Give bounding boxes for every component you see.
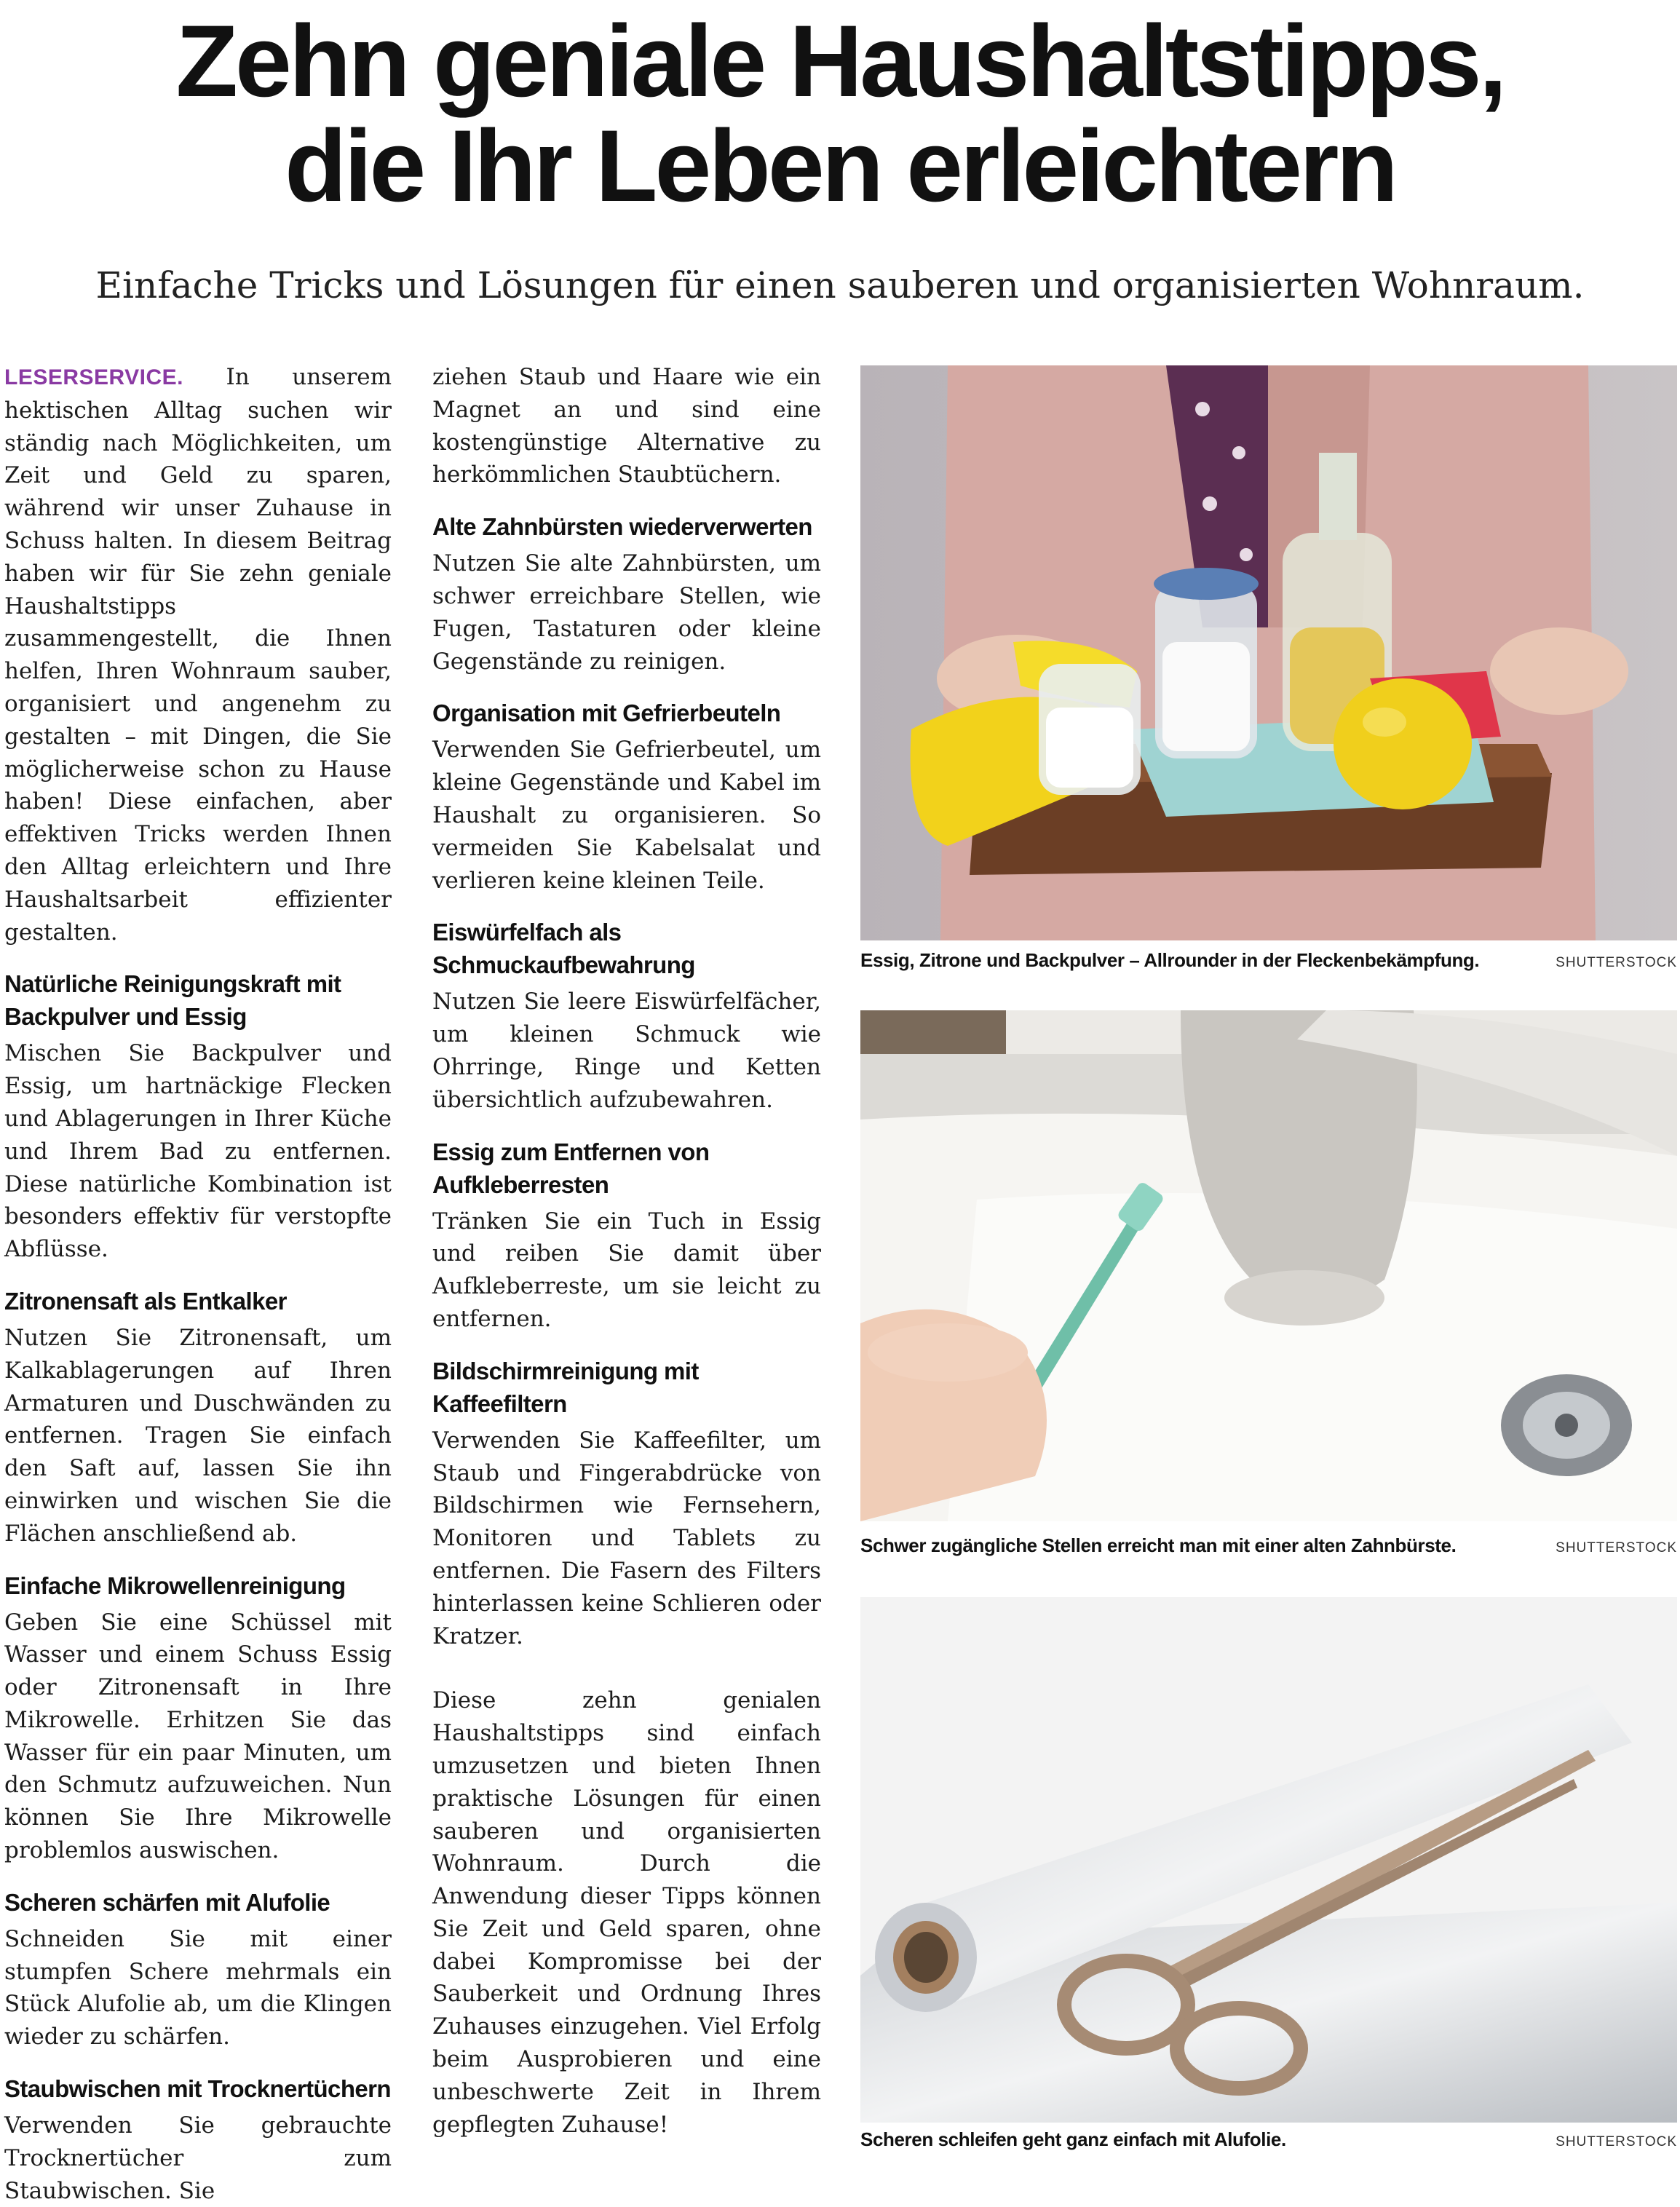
photo-3-caption-row: [860, 2128, 1677, 2151]
photo-2-caption: Schwer zugängliche Stellen erreicht man mit einer alten Zahnbürste.: [860, 1534, 1457, 1556]
headline: [0, 4, 1680, 223]
intro-paragraph: [4, 361, 392, 948]
tip-4-title: Scheren schärfen mit Alufolie: [4, 1888, 330, 1916]
intro-text: In unserem hektischen Alltag suchen wir ständig nach Möglichkeiten, um Zeit und Geld zu sparen, während wir unser Zuhause in Schuss halten. In diesem Beitrag haben wir für Sie zehn geniale Haushaltstipps zusammengestellt, die Ihnen helfen, Ihren Wohnraum sauber, organisiert und angenehm zu gestalten – mit Dingen, die Sie möglicherweise schon zu Hause haben! Diese einfachen, aber effektiven Tricks werden Ihnen den Alltag erleichtern und Ihre Haushaltsarbeit effizienter gestalten.: [4, 364, 392, 946]
tip-8-title: Eiswürfelfach als Schmuckaufbewahrung: [432, 919, 695, 979]
text-column-2: [432, 361, 821, 2141]
tip-3-title: Einfache Mikrowellenreinigung: [4, 1572, 346, 1599]
tip-5-continuation: ziehen Staub und Haare wie ein Magnet an und sind eine kostengünstige Alternative zu herkömmlichen Staubtüchern.: [432, 364, 821, 488]
photo-1-caption-row: [860, 949, 1677, 972]
tip-2-title: Zitronensaft als Entkalker: [4, 1287, 287, 1315]
tip-5-text: Verwenden Sie gebrauchte Trocknertücher zum Staubwischen. Sie: [4, 2112, 392, 2204]
tip-6-text: Nutzen Sie alte Zahnbürsten, um schwer erreichbare Stellen, wie Fugen, Tastaturen oder kleine Gegenstände zu reinigen.: [432, 550, 821, 675]
photo-2-credit: SHUTTERSTOCK: [1556, 1540, 1677, 1556]
tip-3-text: Geben Sie eine Schüssel mit Wasser und einem Schuss Essig oder Zitronensaft in Ihre Mikrowelle. Erhitzen Sie das Wasser für ein paar Minuten, um den Schmutz aufzuweichen. Nun können Sie Ihre Mikrowelle problemlos auswischen.: [4, 1609, 392, 1864]
photo-3-credit: SHUTTERSTOCK: [1556, 2134, 1677, 2149]
headline-line-2: die Ihr Leben erleichtern: [285, 108, 1395, 223]
tip-10-text: Verwenden Sie Kaffeefilter, um Staub und Fingerabdrücke von Bildschirmen wie Fernsehern, Monitoren und Tablets zu entfernen. Die Fasern des Filters hinterlassen keine Schlieren oder Kratzer.: [432, 1427, 821, 1649]
tip-4-text: Schneiden Sie mit einer stumpfen Schere mehrmals ein Stück Alufolie ab, um die Klingen wieder zu schärfen.: [4, 1925, 392, 2051]
photo-2-caption-row: [860, 1534, 1677, 1557]
tip-6-title: Alte Zahnbürsten wiederverwerten: [432, 513, 812, 541]
kicker: LESERSERVICE.: [4, 365, 184, 389]
tip-7-title: Organisation mit Gefrierbeuteln: [432, 700, 781, 727]
tip-10-title: Bildschirmreinigung mit Kaffeefiltern: [432, 1357, 699, 1417]
tip-9-title: Essig zum Entfernen von Aufkleberresten: [432, 1138, 710, 1198]
tip-9-text: Tränken Sie ein Tuch in Essig und reiben Sie damit über Aufkleberreste, um sie leicht zu entfernen.: [432, 1208, 821, 1332]
tip-1-text: Mischen Sie Backpulver und Essig, um hartnäckige Flecken und Ablagerungen in Ihrer Küche und Ihrem Bad zu entfernen. Diese natürliche Kombination ist besonders effektiv für verstopfte Abflüsse.: [4, 1040, 392, 1263]
tip-1-title: Natürliche Reinigungskraft mit Backpulver und Essig: [4, 970, 341, 1031]
photo-1-caption: Essig, Zitrone und Backpulver – Allrounder in der Fleckenbekämpfung.: [860, 949, 1480, 971]
headline-line-1: Zehn geniale Haushaltstipps,: [175, 4, 1505, 118]
tip-2-text: Nutzen Sie Zitronensaft, um Kalkablagerungen auf Ihren Armaturen und Duschwänden zu entfernen. Tragen Sie einfach den Saft auf, lassen Sie ihn einwirken und wischen Sie die Flächen anschließend ab.: [4, 1324, 392, 1547]
closing-paragraph: Diese zehn genialen Haushaltstipps sind einfach umzusetzen und bieten Ihnen praktische Lösungen für einen sauberen und organisierten Wohnraum. Durch die Anwendung dieser Tipps können Sie Zeit und Geld sparen, ohne dabei Kompromisse bei der Sauberkeit und Ordnung Ihres Zuhauses einzugehen. Viel Erfolg beim Ausprobieren und eine unbeschwerte Zeit in Ihrem gepflegten Zuhause!: [432, 1687, 821, 2138]
photo-foil-scissors: [860, 1597, 1677, 2123]
tip-5-title: Staubwischen mit Trocknertüchern: [4, 2075, 391, 2103]
subline: Einfache Tricks und Lösungen für einen sauberen und organisierten Wohnraum.: [95, 264, 1585, 306]
tip-8-text: Nutzen Sie leere Eiswürfelfächer, um kleinen Schmuck wie Ohrringe, Ringe und Ketten übersichtlich aufzubewahren.: [432, 988, 821, 1113]
photo-cleaning-tray: [860, 365, 1677, 940]
photo-toothbrush-sink: [860, 1010, 1677, 1521]
photo-1-credit: SHUTTERSTOCK: [1556, 955, 1677, 970]
photo-3-caption: Scheren schleifen geht ganz einfach mit Alufolie.: [860, 2128, 1286, 2150]
text-column-1: [4, 361, 392, 2207]
tip-7-text: Verwenden Sie Gefrierbeutel, um kleine Gegenstände und Kabel im Haushalt zu organisieren. So vermeiden Sie Kabelsalat und verlieren keine kleinen Teile.: [432, 737, 821, 894]
